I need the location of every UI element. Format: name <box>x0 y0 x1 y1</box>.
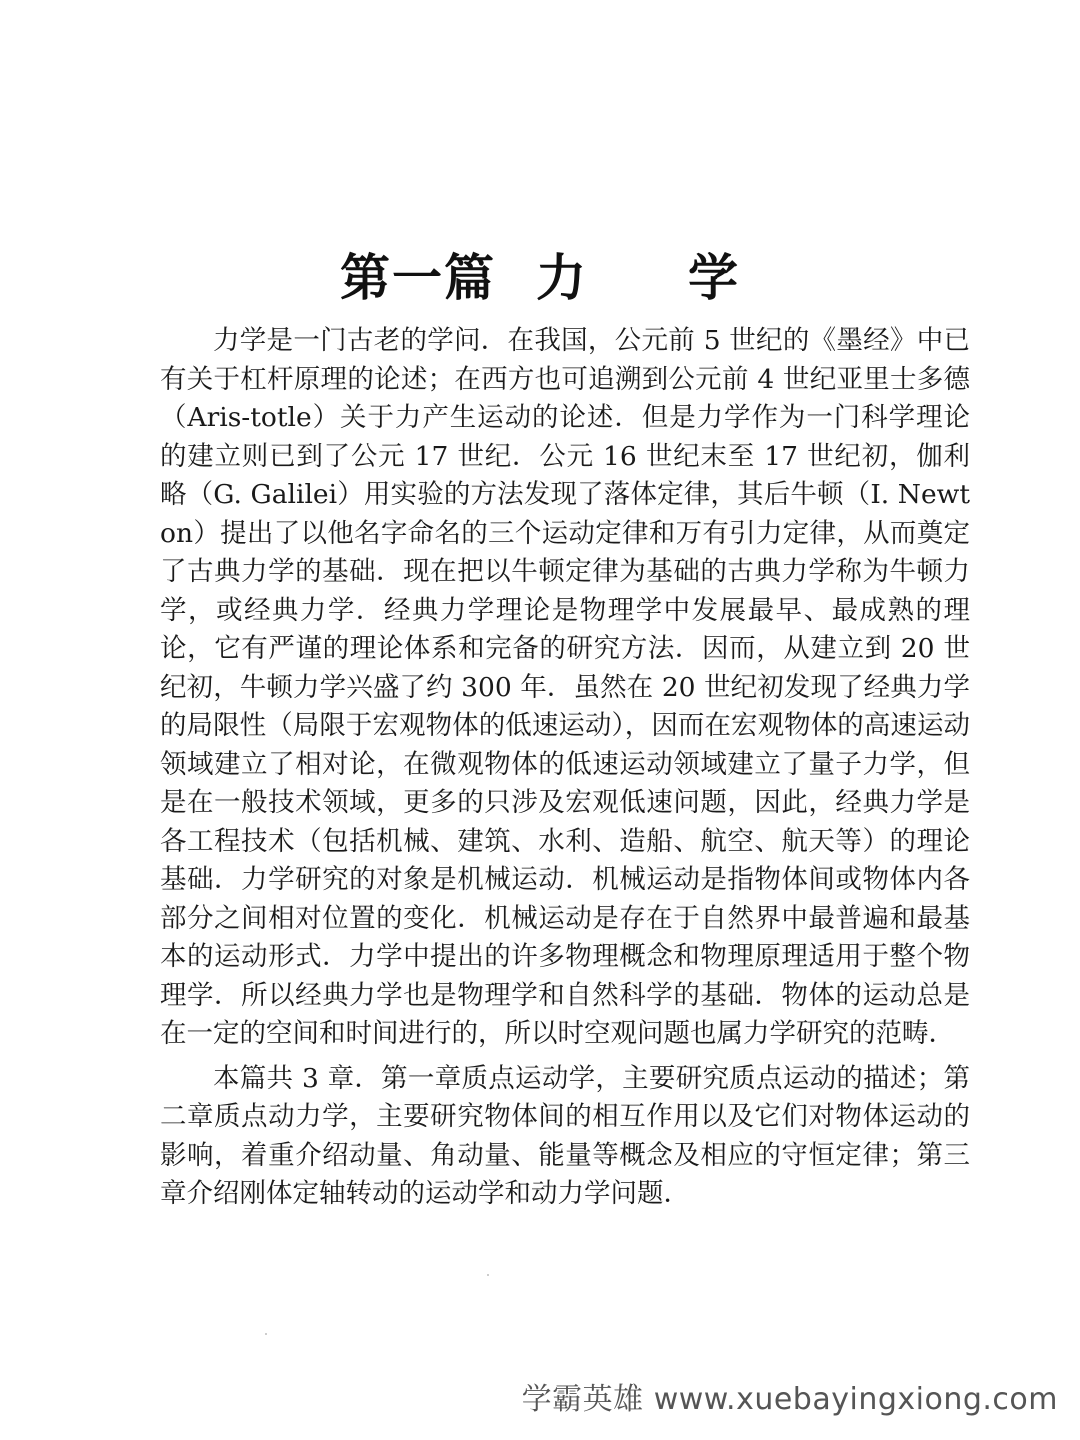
scan-speck <box>265 1333 267 1335</box>
body-text <box>160 322 970 1214</box>
scan-speck <box>487 1274 489 1276</box>
watermark: 学霸英雄 www.xuebayingxiong.com <box>521 1382 1058 1417</box>
part-title-word-1: 力 <box>536 248 588 307</box>
part-title-number: 第一篇 <box>340 248 496 307</box>
paragraph-chapters: 本篇共 3 章．第一章质点运动学，主要研究质点运动的描述；第二章质点动力学，主要研究物体间的相互作用以及它们对物体运动的影响，着重介绍动量、角动量、能量等概念及相应的守恒定律；第三章介绍刚体定轴转动的运动学和动力学问题． <box>160 1062 970 1209</box>
part-title <box>0 238 1080 310</box>
part-title-word-2: 学 <box>688 248 740 307</box>
paragraph-intro: 力学是一门古老的学问．在我国，公元前 5 世纪的《墨经》中已有关于杠杆原理的论述；在西方也可追溯到公元前 4 世纪亚里士多德（Aris-totle）关于力产生运动的论述．但是力学作为一门科学理论的建立则已到了公元 17 世纪．公元 16 世纪末至 17 世纪初，伽利略（G. Galilei）用实验的方法发现了落体定律，其后牛顿（I. Newton）提出了以他名字命名的三个运动定律和万有引力定律，从而奠定了古典力学的基础．现在把以牛顿定律为基础的古典力学称为牛顿力学，或经典力学．经典力学理论是物理学中发展最早、最成熟的理论，它有严谨的理论体系和完备的研究方法．因而，从建立到 20 世纪初，牛顿力学兴盛了约 300 年．虽然在 20 世纪初发现了经典力学的局限性（局限于宏观物体的低速运动），因而在宏观物体的高速运动领域建立了相对论，在微观物体的低速运动领域建立了量子力学，但是在一般技术领域，更多的只涉及宏观低速问题，因此，经典力学是各工程技术（包括机械、建筑、水利、造船、航空、航天等）的理论基础．力学研究的对象是机械运动．机械运动是指物体间或物体内各部分之间相对位置的变化．机械运动是存在于自然界中最普遍和最基本的运动形式．力学中提出的许多物理概念和物理原理适用于整个物理学．所以经典力学也是物理学和自然科学的基础．物体的运动总是在一定的空间和时间进行的，所以时空观问题也属力学研究的范畴． <box>160 325 970 1049</box>
